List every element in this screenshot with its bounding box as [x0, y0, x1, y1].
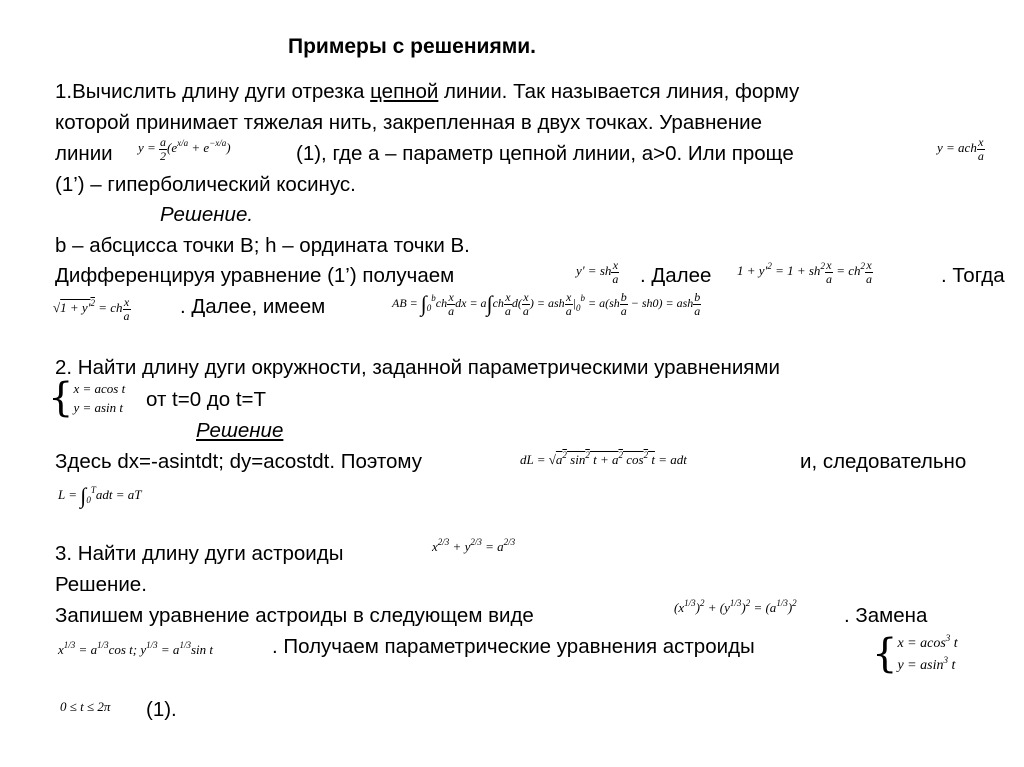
ex3-line1: 3. Найти длину дуги астроиды — [55, 542, 344, 565]
ex1-line1 — [55, 82, 799, 103]
ex1-line6: b – абсцисса точки B; h – ордината точки B. — [55, 234, 470, 257]
ex1-line1-underlined: цепной — [370, 80, 439, 103]
t-range: 0 ≤ t ≤ 2π — [60, 699, 111, 714]
ex2-range: от t=0 до t=T — [146, 388, 267, 411]
ex3-line4: . Получаем параметрические уравнения астроиды — [272, 635, 755, 658]
dl-formula: dL = $√a^2$ $\sin^2 t + a^2$ $\cos^2 t$ = adt — [520, 450, 687, 467]
circle-parametric-system: {x = acos t y = asin t — [48, 375, 126, 421]
ex1-solution-label: Решение. — [160, 203, 254, 226]
astroid-rewritten: $(x^{1/3})^2 + (y^{1/3})^2 = (a^{1/3})^2$ — [674, 598, 797, 615]
ex3-solution-label: Решение. — [55, 573, 147, 596]
ex1-line3-b: (1), где а – параметр цепной линии, а>0. Или проще — [296, 142, 794, 165]
sqrt-formula: $√1 + y'^2$ = ch $\frac{x}{a}$ — [53, 295, 130, 323]
catenary-short-equation: y = ach $\frac{x}{a}$ — [937, 135, 984, 163]
identity-formula: $1 + y'^2 = 1 + sh^2$ $\frac{x}{a}$ = $ch^2$ $\frac{x}{a}$ — [737, 258, 872, 286]
ex1-line1-text-a: 1.Вычислить длину дуги отрезка — [55, 80, 371, 103]
page-title: Примеры с решениями. — [288, 35, 536, 58]
ex1-line2: которой принимает тяжелая нить, закрепленная в двух точках. Уравнение — [55, 111, 762, 134]
astroid-parametric-system: {x = acos$^3$ t y = asin$^3$ t — [872, 631, 958, 677]
substitution-formula: $x^{1/3} = a^{1/3}\cos$ t; $y^{1/3} = a^{1/3}\sin$ t — [58, 640, 213, 657]
ex2-line3-b: и, следовательно — [800, 450, 967, 473]
ex2-line3-a: Здесь dx=-asintdt; dy=acostdt. Поэтому — [55, 450, 422, 473]
catenary-equation: y = $\frac{a}{2}$ $(e^{x/a} + e^{-x/a})$ — [138, 135, 231, 163]
ex3-line3-a: Запишем уравнение астроиды в следующем виде — [55, 604, 534, 627]
arc-length-formula: AB = $\int_0^bch$ $\frac{x}{a}$ dx = a∫ch $\frac{x}{a}$ d( $\frac{x}{a}$ ) = ash $\frac{x}{a}$ $|_0^b = a(sh$ $\frac{b}{a}$ − sh0) = ash $\frac{b}{a}$ — [392, 290, 701, 318]
ex1-line7-c: . Тогда — [941, 264, 1005, 287]
ex1-line4: (1’) – гиперболический косинус. — [55, 173, 356, 196]
ex1-line3-a: линии — [55, 142, 113, 165]
ex3-line5: (1). — [146, 698, 177, 721]
ex2-line1: 2. Найти длину дуги окружности, заданной параметрическими уравнениями — [55, 356, 780, 379]
astroid-equation: $x^{2/3} + y^{2/3} = a^{2/3}$ — [432, 537, 516, 554]
ex1-line7-a: Дифференцируя уравнение (1’) получаем — [55, 264, 455, 287]
ex1-line7-b: . Далее — [640, 264, 712, 287]
ex1-line1-text-b: линии. Так называется линия, форму — [438, 80, 800, 103]
l-formula: $L = \int_0^Tadt$ = aT — [58, 483, 142, 508]
ex2-solution-label: Решение — [196, 419, 284, 442]
derivative-formula: y' = sh $\frac{x}{a}$ — [576, 258, 619, 286]
ex1-line8: . Далее, имеем — [180, 295, 326, 318]
ex3-line3-b: . Замена — [844, 604, 928, 627]
